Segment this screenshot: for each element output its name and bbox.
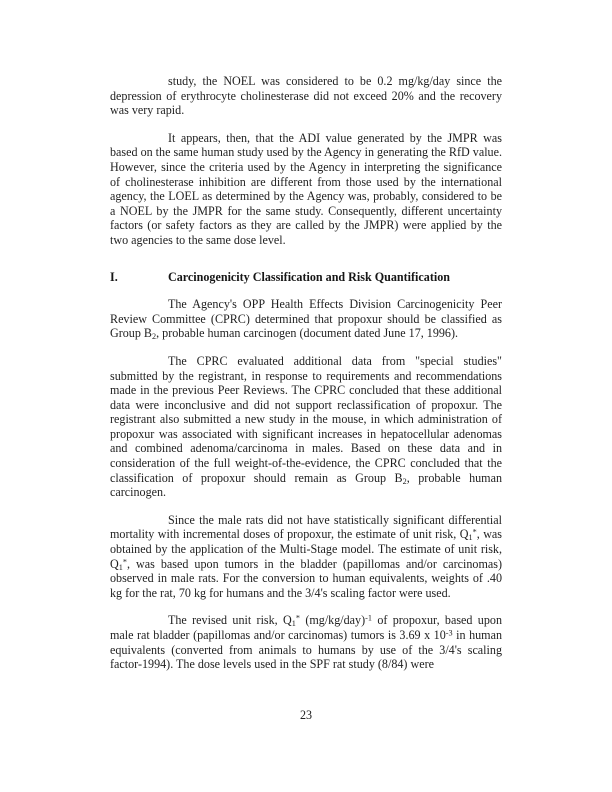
subscript: 1 xyxy=(468,533,473,543)
superscript: -1 xyxy=(365,613,372,623)
superscript: * xyxy=(295,613,300,623)
superscript: * xyxy=(122,556,127,566)
section-title: Carcinogenicity Classification and Risk Quantification xyxy=(168,269,450,284)
subscript: 1 xyxy=(118,562,123,572)
paragraph-revised-unit-risk: The revised unit risk, $Q_1^*$ $(mg/kg/day)^{-1}$ of propoxur, based upon male rat bladder (papillomas and/or carcinomas) tumors is 3.69 x $10^{-3}$ in human equivalents (converted from animals to humans by use of the 3/4's scaling factor-1994). The dose levels used in the SPF rat study (8/84) were xyxy=(110,613,503,672)
superscript: -3 xyxy=(445,628,453,638)
paragraph-unit-risk: Since the male rats did not have statistically significant differential mortality with incremental doses of propoxur, the estimate of unit risk, $Q_1^*$, was obtained by the application of the Multi-Stage model. The estimate of unit risk, $Q_1^*$, was based upon tumors in the bladder (papillomas and/or carcinomas) observed in male rats. For the conversion to human equivalents, weights of .40 kg for the rat, 70 kg for humans and the 3/4's scaling factor were used. xyxy=(110,512,502,600)
paragraph-noel: study, the NOEL was considered to be 0.2 mg/kg/day since the depression of erythrocyte cholinesterase did not exceed 20% and the recovery was very rapid. xyxy=(110,74,502,118)
paragraph-cprc-special-studies: The CPRC evaluated additional data from "special studies" submitted by the registrant, in response to requirements and recommendations made in the previous Peer Reviews. The CPRC concluded that these additional data were inconclusive and did not support reclassification of propoxur. The registrant also submitted a new study in the mouse, in which administration of propoxur was associated with significant increases in hepatocellular adenomas and combined adenoma/carcinoma in males. Based on these data and in consideration of the full weight-of-the-evidence, the CPRC concluded that the classification of propoxur should remain as Group $B_2$, probable human carcinogen. xyxy=(110,353,502,500)
section-number: I. xyxy=(110,269,118,284)
subscript: 2 xyxy=(152,332,157,342)
paragraph-adi-jmpr: It appears, then, that the ADI value generated by the JMPR was based on the same human study used by the Agency in generating the RfD value. However, since the criteria used by the Agency in interpreting the significance of cholinesterase inhibition are different from those used by the international agency, the LOEL as determined by the Agency was, probably, considered to be a NOEL by the JMPR for the same study. Consequently, different uncertainty factors (or safety factors as they are called by the JMPR) were applied by the two agencies to the same dose level. xyxy=(110,130,502,247)
text-column xyxy=(110,74,502,685)
paragraph-cprc-classification: The Agency's OPP Health Effects Division Carcinogenicity Peer Review Committee (CPRC) determined that propoxur should be classified as Group $B_2$, probable human carcinogen (document dated June 17, 1996). xyxy=(110,297,502,342)
subscript: 2 xyxy=(402,476,407,486)
page-number: 23 xyxy=(299,708,313,722)
superscript: * xyxy=(472,527,477,537)
section-heading xyxy=(110,270,502,285)
section-spacer xyxy=(110,261,502,270)
subscript: 1 xyxy=(291,619,296,629)
